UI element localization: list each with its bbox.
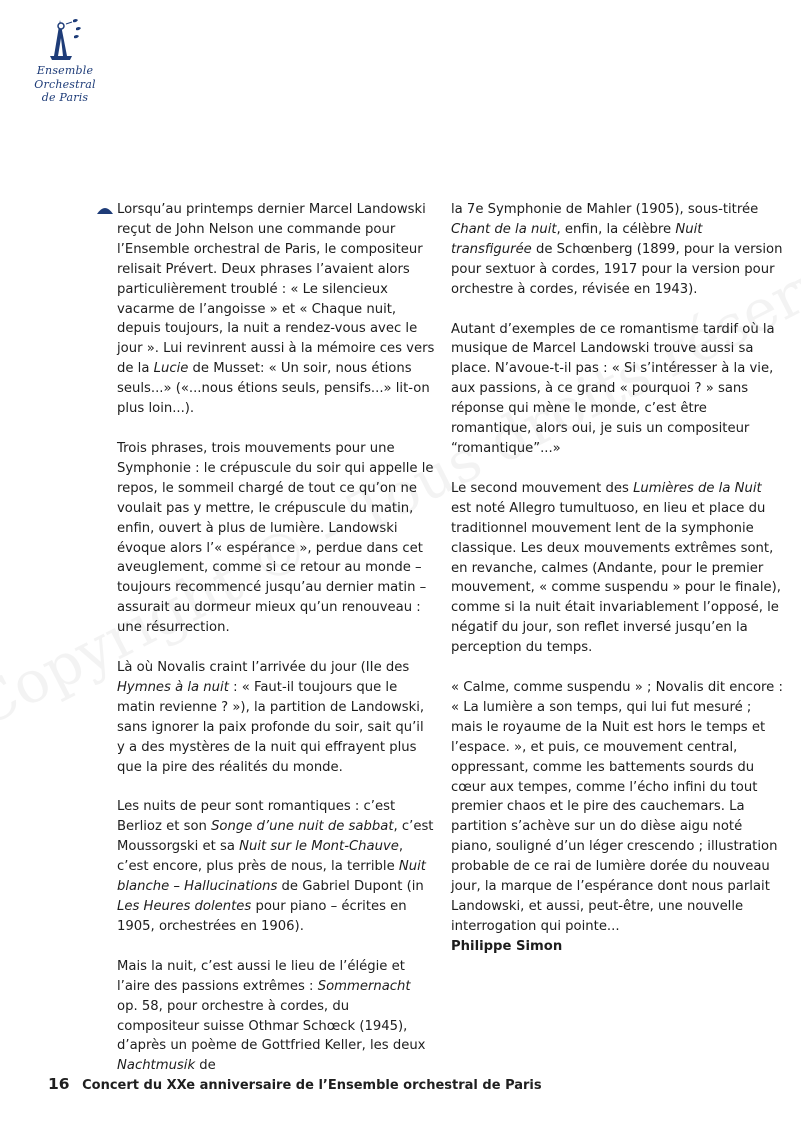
text-run: de Musset: « Un soir, nous étions seuls...» («...nous étions seuls, pensifs...» lit-on plus loin...). [117, 361, 430, 417]
text-run: , c’est encore, plus près de nous, la terrible [117, 839, 404, 875]
article-paragraph [451, 479, 786, 658]
italic-title: Nuit transfigurée [451, 221, 703, 257]
article-paragraph [451, 320, 786, 459]
logo-line-2: Orchestral [34, 77, 96, 91]
italic-title: Hymnes à la nuit [117, 679, 229, 695]
italic-title: Nuit blanche – Hallucinations [117, 859, 426, 895]
italic-title: Nuit sur le Mont-Chauve [239, 839, 399, 855]
text-run: op. 58, pour orchestre à cordes, du compositeur suisse Othmar Schœck (1945), d’après un poème de Gottfried Keller, les deux [117, 998, 426, 1054]
article-paragraph [451, 200, 786, 300]
page-footer [48, 1075, 542, 1093]
text-run: Lorsqu’au printemps dernier Marcel Landowski reçut de John Nelson une commande pour l’Ensemble orchestral de Paris, le compositeur relisait Prévert. Deux phrases l’avaient alors particulièrement troublé : « Le silencieux vacarme de l’angoisse » et « Chaque nuit, depuis toujours, la nuit a rendez-vous avec le jour ». Lui revinrent aussi à la mémoire ces vers de la [117, 202, 435, 377]
article-left-column [117, 200, 435, 1096]
italic-title: Les Heures dolentes [117, 899, 252, 914]
italic-title: Sommernacht [317, 978, 411, 994]
italic-title: Lumières de la Nuit [633, 480, 762, 496]
text-run: Les nuits de peur sont romantiques : c’est Berlioz et son [117, 799, 396, 835]
article-paragraph [117, 797, 435, 936]
article-paragraph [117, 439, 435, 638]
article-paragraph [451, 678, 786, 937]
text-run: de Gabriel Dupont (in [277, 879, 424, 895]
footer-title: Concert du XXe anniversaire de l’Ensemble orchestral de Paris [82, 1078, 542, 1093]
text-run: Là où Novalis craint l’arrivée du jour (IIe des [117, 660, 410, 676]
italic-title: Chant de la nuit [451, 221, 557, 237]
text-run: , enfin, la célèbre [556, 221, 676, 237]
text-run: la 7e Symphonie de Mahler (1905), sous-titrée [451, 202, 759, 217]
article-paragraph [117, 658, 435, 777]
text-run: est noté Allegro tumultuoso, en lieu et place du traditionnel mouvement lent de la symphonie classique. Les deux mouvements extrêmes sont, en revanche, calmes (Andante, pour le premier mouvement, « comme suspendu » pour le finale), comme si la nuit était invariablement l’opposé, le négatif du jour, son reflet inversé jusqu’en la perception du temps. [451, 500, 782, 656]
italic-title: Lucie [153, 361, 189, 377]
logo-line-3: de Paris [41, 91, 89, 104]
page-number: 16 [48, 1075, 70, 1093]
text-run: « Calme, comme suspendu » ; Novalis dit encore : « La lumière a son temps, qui lui fut mesuré ; mais le royaume de la Nuit est hors le temps et l’espace. », et puis, ce mouvement central, oppressant, comme les battements sourds du cœur aux tempes, comme l’écho infini du tout premier chaos et le pire des cauchemars. La partition s’achève sur un do dièse aigu noté piano, souligné d’un léger crescendo ; illustration probable de ce rai de lumière dorée du nouveau jour, la marque de l’espérance dont nous parlait Landowski, et aussi, peut-être, une nouvelle interrogation qui pointe... [451, 680, 783, 934]
article-paragraph [117, 200, 435, 419]
text-run: , c’est Moussorgski et sa [117, 819, 434, 855]
text-run: de Schœnberg (1899, pour la version pour sextuor à cordes, 1917 pour la version pour orchestre à cordes, révisée en 1943). [451, 241, 783, 297]
bullet-icon [96, 205, 114, 215]
text-run: Autant d’exemples de ce romantisme tardif où la musique de Marcel Landowski trouve aussi sa place. N’avoue-t-il pas : « Si s’intéresser à la vie, aux passions, à ce grand « pourquoi ? » sans réponse qui mène le monde, c’est être romantique, alors oui, je suis un compositeur “romantique”...» [451, 321, 775, 456]
ensemble-orchestral-de-paris-logo-icon [30, 12, 100, 72]
author-signature: Philippe Simon [451, 938, 563, 954]
italic-title: Nachtmusik [117, 1058, 196, 1074]
text-run: Trois phrases, trois mouvements pour une Symphonie : le crépuscule du soir qui appelle le repos, le sommeil chargé de tout ce qu’on ne voulait pas y mettre, le crépuscule du matin, enfin, ouvert à plus de lumière. Landowski évoque alors l’« espérance », perdue dans cet aveuglement, comme si ce retour au monde – toujours recommencé jusqu’au dernier matin – assurait au dormeur mieux qu’un renouveau : une résurrection. [117, 440, 434, 636]
italic-title: Songe d’une nuit de sabbat [211, 819, 394, 835]
logo-wordmark [30, 64, 100, 105]
text-run: pour piano – écrites en 1905, orchestrées en 1906). [117, 899, 407, 934]
article-paragraph [117, 957, 435, 1076]
text-run: de [195, 1058, 216, 1074]
text-run: : « Faut-il toujours que le matin revienne ? »), la partition de Landowski, sans ignorer la paix profonde du soir, sait qu’il y a des mystères de la nuit qui effrayent plus que la pire des réalités du monde. [117, 679, 425, 775]
text-run: Mais la nuit, c’est aussi le lieu de l’élégie et l’aire des passions extrêmes : [117, 958, 405, 994]
text-run: Le second mouvement des [451, 480, 634, 496]
logo-line-1: Ensemble [36, 64, 94, 77]
article-right-column [451, 200, 786, 957]
